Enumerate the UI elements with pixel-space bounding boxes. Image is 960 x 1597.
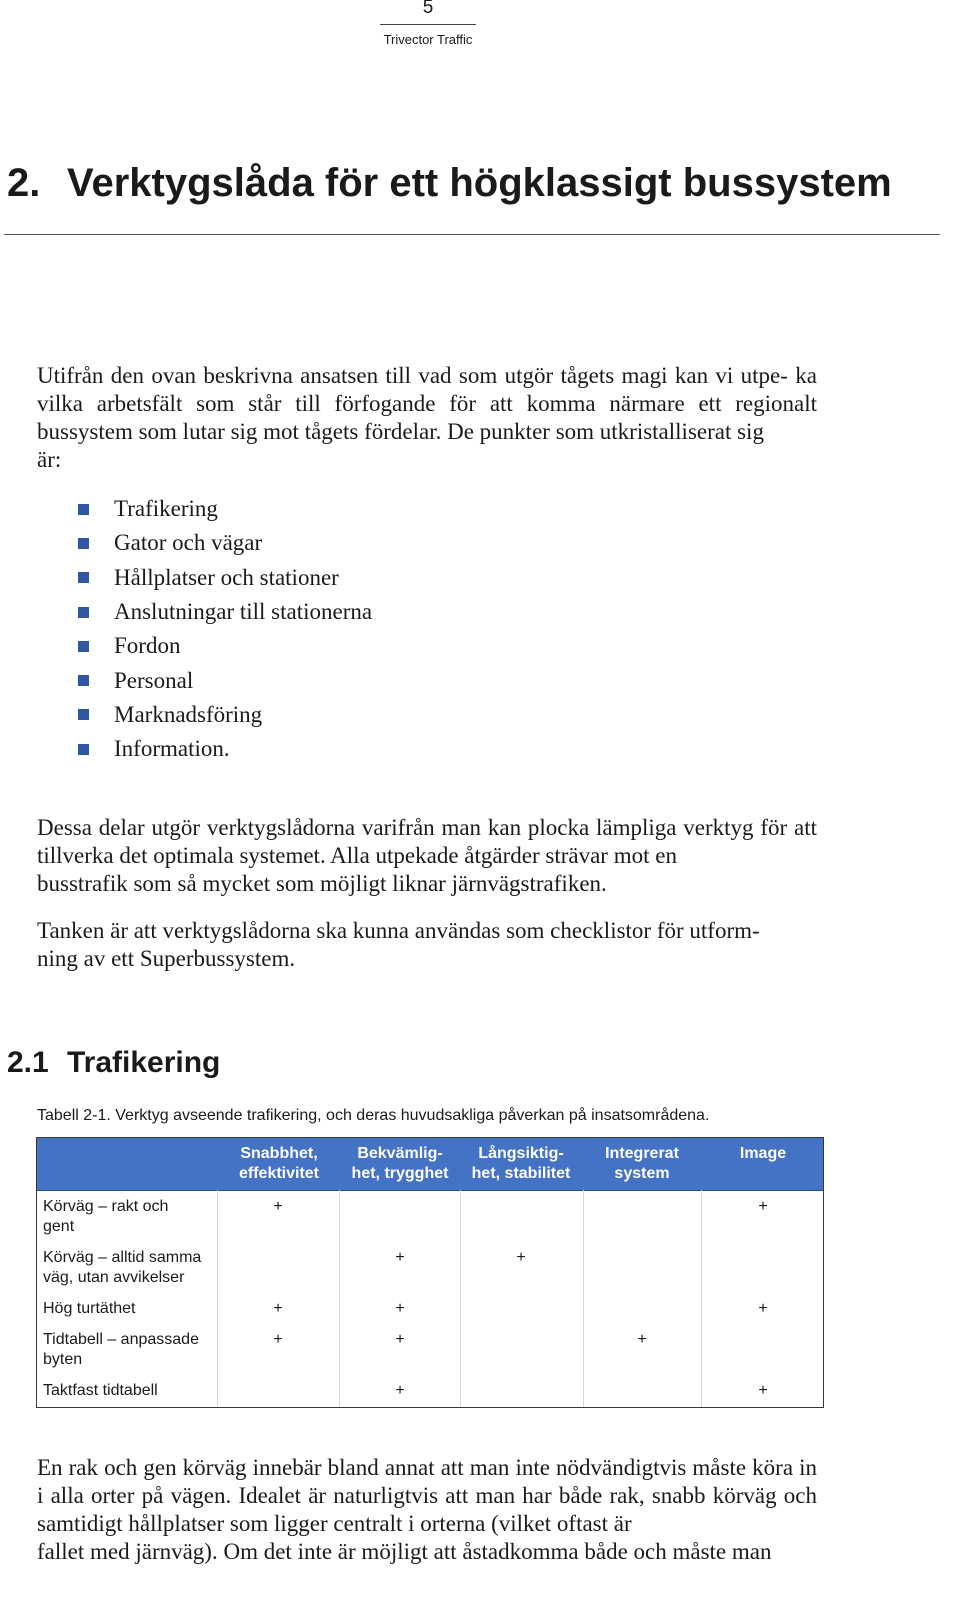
row-label-line: väg, utan avvikelser bbox=[43, 1269, 185, 1286]
list-item-label: Gator och vägar bbox=[114, 530, 263, 556]
paragraph-line: fallet med järnväg). Om det inte är möjligt att åstadkomma både och måste man bbox=[37, 1539, 772, 1564]
toolbox-paragraph bbox=[37, 814, 817, 898]
intro-line: Utifrån den ovan beskrivna ansatsen till vad som utgör tågets magi kan vi utpe- bbox=[37, 363, 788, 388]
column-divider bbox=[583, 1190, 584, 1407]
impact-mark: + bbox=[273, 1198, 283, 1215]
impact-mark: + bbox=[516, 1249, 526, 1266]
section-title-text: Trafikering bbox=[67, 1046, 221, 1079]
chapter-title-text: Verktygslåda för ett högklassigt bussystem bbox=[67, 161, 892, 205]
impact-mark: + bbox=[758, 1198, 768, 1215]
list-item-label: Information. bbox=[114, 736, 230, 762]
column-header bbox=[223, 1144, 335, 1184]
paragraph-line: En rak och gen körväg innebär bland annat att man inte nödvändigtvis måste bbox=[37, 1455, 747, 1480]
row-label bbox=[43, 1197, 223, 1237]
section-number: 2.1 bbox=[7, 1046, 49, 1079]
paragraph-line: för att tillverka det optimala systemet. Alla utpekade åtgärder strävar mot en bbox=[37, 815, 817, 868]
row-label bbox=[43, 1330, 223, 1370]
column-header-line: Image bbox=[739, 1145, 787, 1162]
chapter-number: 2. bbox=[7, 161, 41, 205]
route-paragraph bbox=[37, 1454, 817, 1566]
page-number: 5 bbox=[422, 0, 434, 18]
checklist-paragraph bbox=[37, 917, 817, 973]
column-header bbox=[461, 1144, 581, 1184]
column-header-line: system bbox=[614, 1165, 670, 1182]
list-item-label: Hållplatser och stationer bbox=[114, 564, 339, 590]
square-bullet-icon bbox=[78, 572, 89, 583]
row-label-line: Körväg – rakt och bbox=[43, 1198, 169, 1215]
impact-mark: + bbox=[637, 1331, 647, 1348]
impact-mark: + bbox=[395, 1331, 405, 1348]
row-label-line: Hög turtäthet bbox=[43, 1300, 136, 1317]
paragraph-line: busstrafik som så mycket som möjligt liknar järnvägstrafiken. bbox=[37, 871, 607, 896]
row-label bbox=[43, 1248, 223, 1288]
list-item-label: Fordon bbox=[114, 633, 181, 659]
impact-mark: + bbox=[273, 1331, 283, 1348]
column-header-line: effektivitet bbox=[238, 1165, 320, 1182]
intro-line: är: bbox=[37, 447, 62, 472]
toolbox-list bbox=[78, 492, 372, 766]
intro-line: ka vilka arbetsfält som står till förfogande för att komma närmare ett regionalt bbox=[37, 363, 817, 416]
row-label-line: Taktfast tidtabell bbox=[43, 1382, 158, 1399]
column-header bbox=[587, 1144, 697, 1184]
column-header-line: Långsiktig- bbox=[478, 1145, 564, 1162]
impact-mark: + bbox=[395, 1249, 405, 1266]
list-item-label: Trafikering bbox=[114, 496, 218, 522]
list-item-label: Personal bbox=[114, 667, 194, 693]
table-header bbox=[37, 1138, 823, 1191]
list-item bbox=[78, 698, 372, 732]
list-item bbox=[78, 732, 372, 766]
impact-mark: + bbox=[395, 1300, 405, 1317]
paragraph-line: körväg och samtidigt hållplatser som ligger centralt i orterna (vilket oftast är bbox=[37, 1483, 818, 1536]
column-header-line: het, stabilitet bbox=[471, 1165, 571, 1182]
list-item-label: Marknadsföring bbox=[114, 701, 263, 727]
square-bullet-icon bbox=[78, 538, 89, 549]
paragraph-line: köra in i alla orter på vägen. Idealet är naturligtvis att man har både rak, snabb bbox=[37, 1455, 817, 1508]
square-bullet-icon bbox=[78, 675, 89, 686]
intro-paragraph bbox=[37, 362, 817, 474]
square-bullet-icon bbox=[78, 641, 89, 652]
row-label-line: Tidtabell – anpassade bbox=[43, 1331, 199, 1348]
header-rule bbox=[380, 24, 476, 25]
square-bullet-icon bbox=[78, 744, 89, 755]
row-label-line: byten bbox=[43, 1351, 83, 1368]
list-item bbox=[78, 663, 372, 697]
section-title bbox=[7, 1046, 220, 1080]
list-item-label: Anslutningar till stationerna bbox=[114, 599, 373, 625]
chapter-rule bbox=[4, 234, 940, 235]
impact-mark: + bbox=[758, 1382, 768, 1399]
impact-mark: + bbox=[395, 1382, 405, 1399]
column-header-line: het, trygghet bbox=[351, 1165, 449, 1182]
paragraph-line: Dessa delar utgör verktygslådorna varifrån man kan plocka lämpliga verktyg bbox=[37, 815, 754, 840]
row-label-line: gent bbox=[43, 1218, 75, 1235]
list-item bbox=[78, 492, 372, 526]
row-label-line: Körväg – alltid samma bbox=[43, 1249, 202, 1266]
list-item bbox=[78, 526, 372, 560]
list-item bbox=[78, 629, 372, 663]
square-bullet-icon bbox=[78, 607, 89, 618]
paragraph-line: ning av ett Superbussystem. bbox=[37, 946, 296, 971]
column-header bbox=[341, 1144, 459, 1184]
trafikering-table bbox=[36, 1137, 824, 1408]
list-item bbox=[78, 561, 372, 595]
column-header-line: Bekvämlig- bbox=[357, 1145, 443, 1162]
row-label bbox=[43, 1381, 223, 1401]
list-item bbox=[78, 595, 372, 629]
column-header-line: Snabbhet, bbox=[240, 1145, 318, 1162]
paragraph-line: Tanken är att verktygslådorna ska kunna användas som checklistor för utform- bbox=[37, 918, 760, 943]
impact-mark: + bbox=[273, 1300, 283, 1317]
column-divider bbox=[460, 1190, 461, 1407]
column-header bbox=[703, 1144, 823, 1164]
column-header-line: Integrerat bbox=[605, 1145, 679, 1162]
impact-mark: + bbox=[758, 1300, 768, 1317]
running-header: Trivector Traffic bbox=[383, 32, 473, 47]
row-label bbox=[43, 1299, 223, 1319]
square-bullet-icon bbox=[78, 504, 89, 515]
table-caption: Tabell 2-1. Verktyg avseende trafikering, och deras huvudsakliga påverkan på insatsområdena. bbox=[37, 1107, 710, 1124]
column-divider bbox=[701, 1190, 702, 1407]
column-divider bbox=[339, 1190, 340, 1407]
chapter-title bbox=[7, 161, 892, 206]
intro-line: bussystem som lutar sig mot tågets fördelar. De punkter som utkristalliserat sig bbox=[37, 419, 764, 444]
square-bullet-icon bbox=[78, 709, 89, 720]
